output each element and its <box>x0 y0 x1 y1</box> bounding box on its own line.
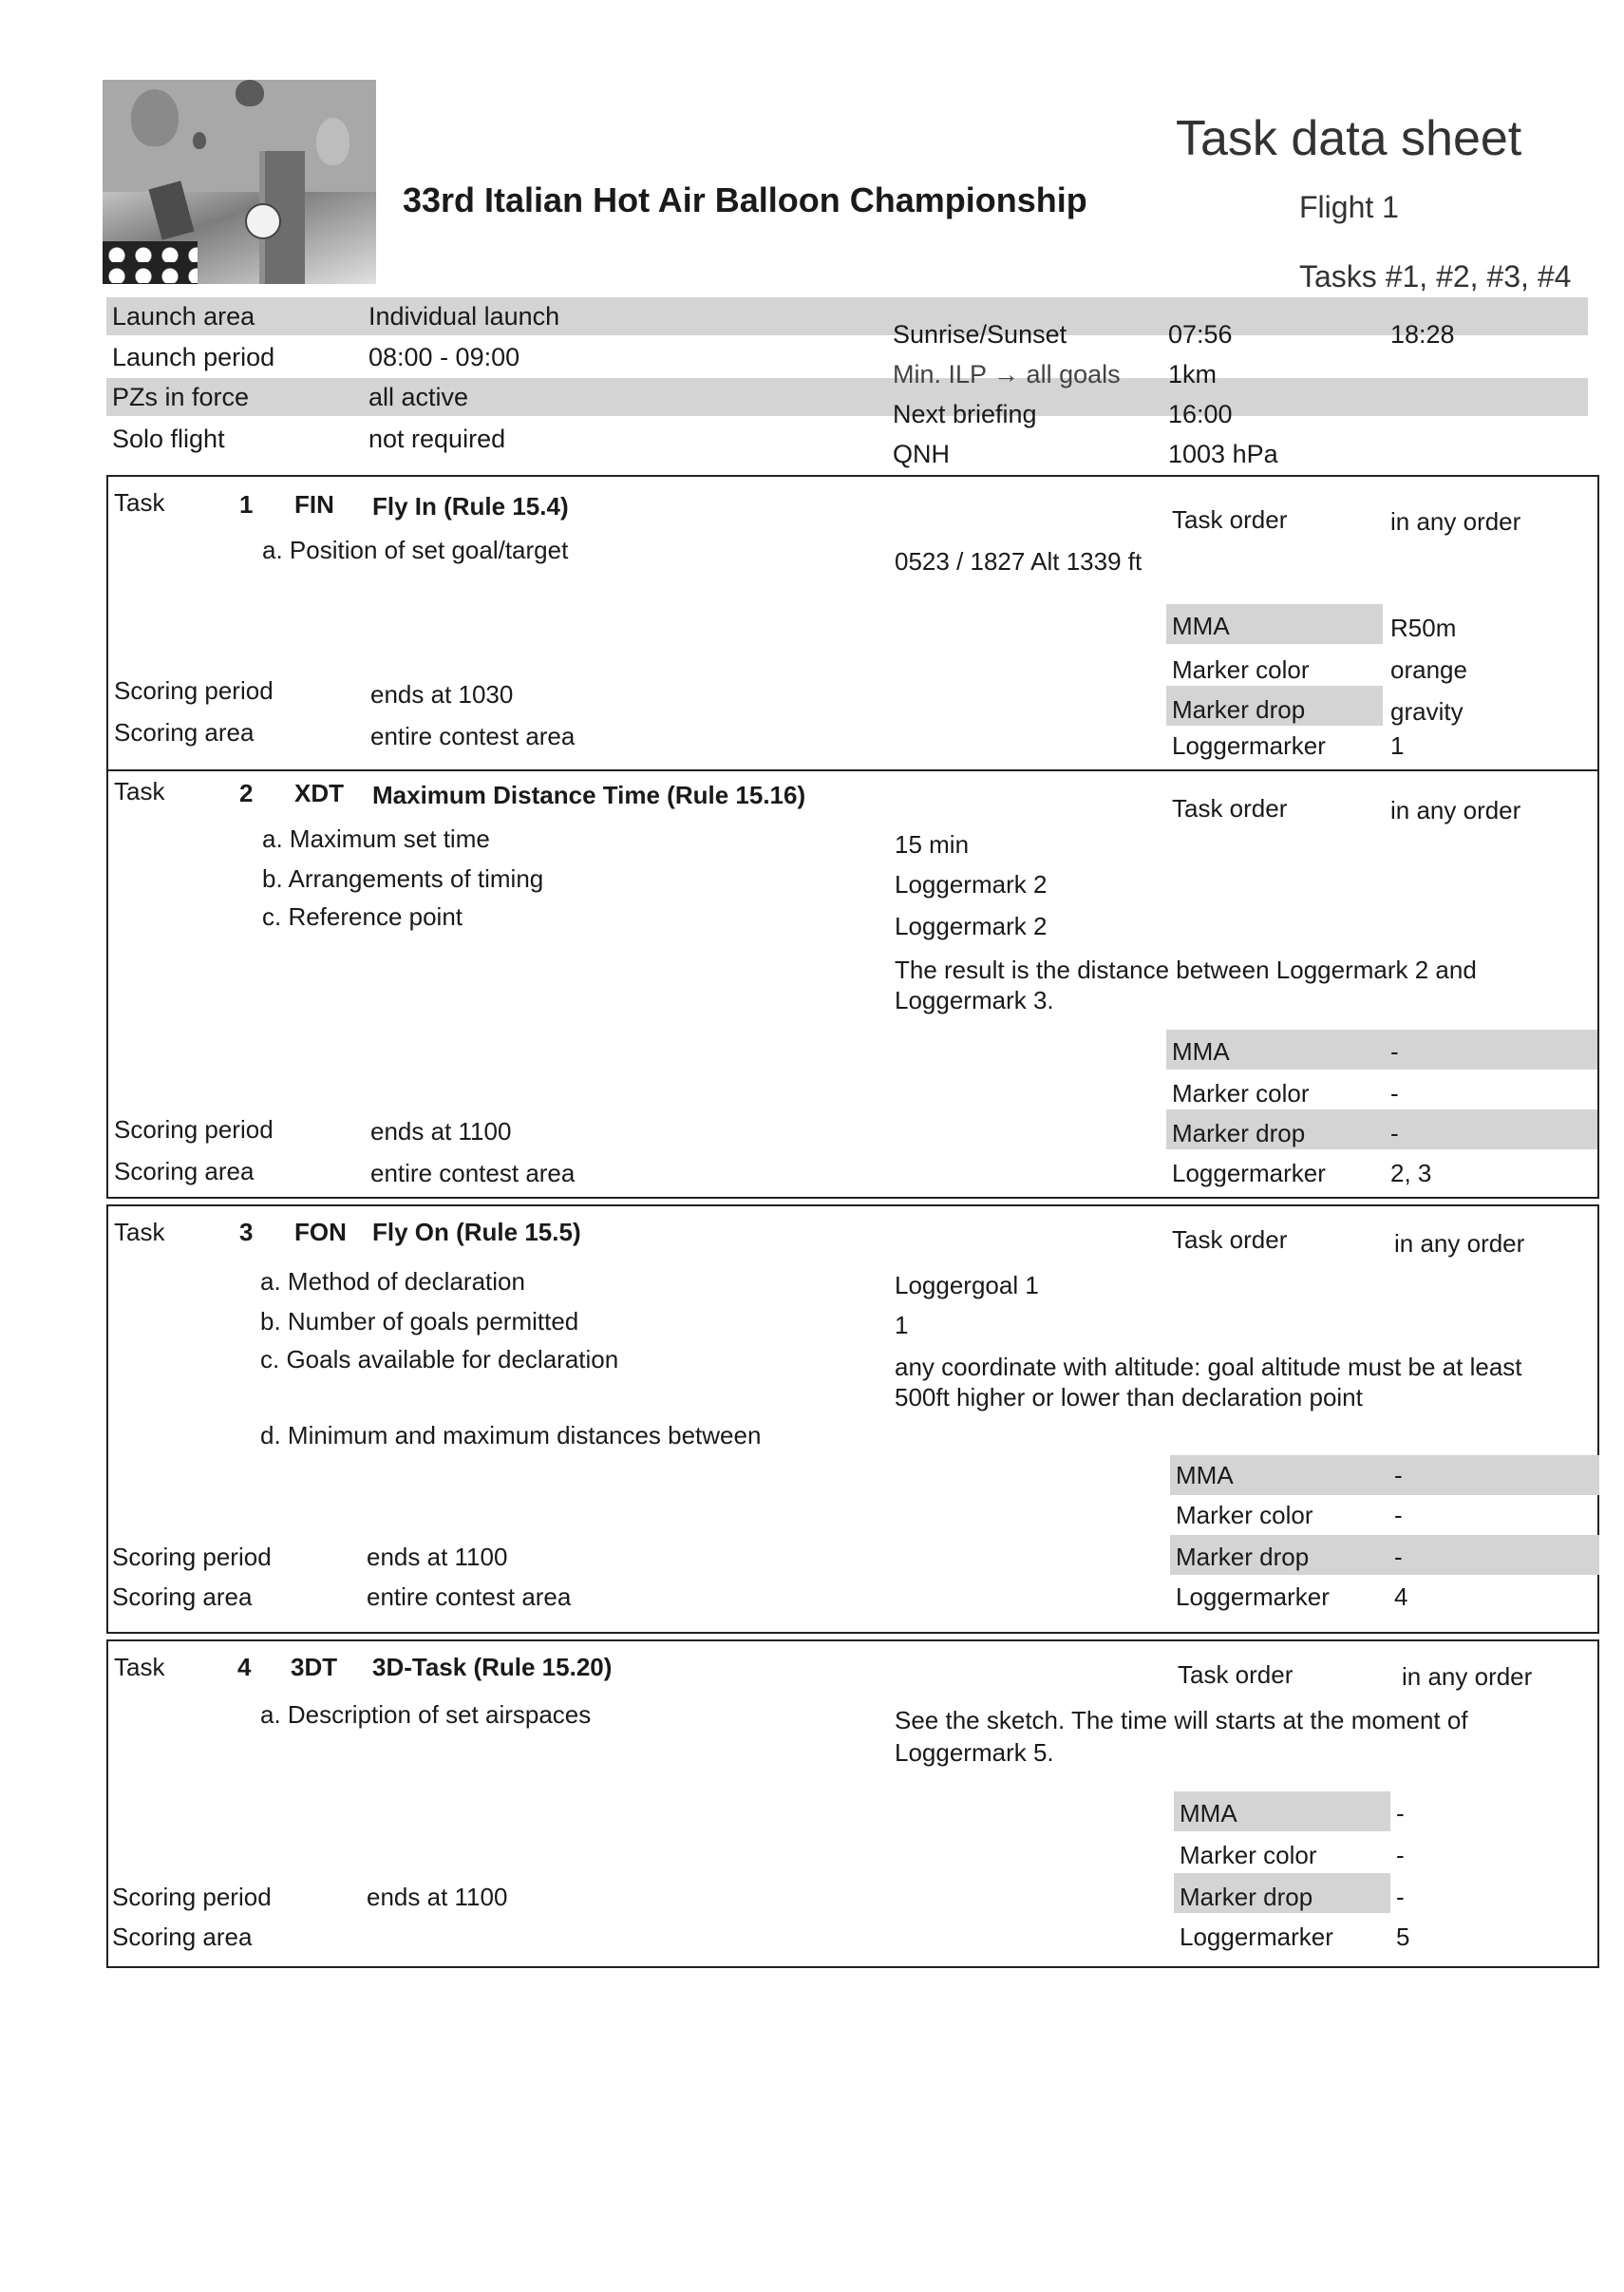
info-value: 08:00 - 09:00 <box>368 343 520 371</box>
task-item-label: a. Position of set goal/target <box>262 536 569 564</box>
task-item-value-cont: Loggermark 5. <box>895 1738 1054 1767</box>
task-item-value: Loggergoal 1 <box>895 1271 1039 1299</box>
info-label: Sunrise/Sunset <box>893 320 1067 349</box>
scoring-area-label: Scoring area <box>112 1923 253 1951</box>
info-value: 1km <box>1168 360 1218 388</box>
task-label: Task <box>114 1218 165 1246</box>
scoring-period-label: Scoring period <box>112 1883 272 1911</box>
task-name: Fly In (Rule 15.4) <box>372 492 569 521</box>
scoring-period-label: Scoring period <box>112 1543 272 1571</box>
marker-drop-value: - <box>1396 1883 1405 1911</box>
marker-drop-value: gravity <box>1390 697 1463 726</box>
loggermarker-label: Loggermarker <box>1176 1582 1330 1611</box>
task-order-label: Task order <box>1172 1225 1288 1254</box>
info-row-sunrise-sunset <box>893 315 1596 353</box>
mma-label: MMA <box>1172 612 1230 640</box>
sunrise-value: 07:56 <box>1168 320 1233 349</box>
task-card-2 <box>106 769 1599 1199</box>
info-label: PZs in force <box>112 383 250 411</box>
marker-color-label: Marker color <box>1172 1079 1310 1108</box>
info-row-launch-period <box>106 338 866 376</box>
marker-color-value: - <box>1394 1501 1403 1529</box>
scoring-period-label: Scoring period <box>114 676 274 705</box>
info-row-next-briefing <box>893 395 1596 433</box>
scoring-period-value: ends at 1100 <box>367 1543 508 1571</box>
scoring-area-label: Scoring area <box>114 1157 255 1185</box>
task-item-value-cont: 500ft higher or lower than declaration point <box>895 1383 1363 1411</box>
task-card-3 <box>106 1204 1599 1634</box>
loggermarker-value: 4 <box>1394 1582 1408 1611</box>
loggermarker-label: Loggermarker <box>1172 1159 1326 1187</box>
mma-label: MMA <box>1172 1037 1230 1066</box>
task-item-label: d. Minimum and maximum distances between <box>260 1421 762 1449</box>
task-label: Task <box>114 777 165 805</box>
info-label: Next briefing <box>893 400 1037 428</box>
task-order-value: in any order <box>1390 796 1521 824</box>
mma-value: - <box>1390 1037 1399 1066</box>
info-label: Min. ILP → all goals <box>893 360 1121 388</box>
marker-color-label: Marker color <box>1176 1501 1313 1529</box>
loggermarker-value: 2, 3 <box>1390 1159 1432 1187</box>
task-order-label: Task order <box>1178 1660 1294 1689</box>
info-value: all active <box>368 383 469 411</box>
tasks-list-label: Tasks #1, #2, #3, #4 <box>1299 259 1572 294</box>
task-name: Maximum Distance Time (Rule 15.16) <box>372 781 806 809</box>
task-item-label: b. Number of goals permitted <box>260 1307 579 1335</box>
marker-drop-label: Marker drop <box>1180 1883 1313 1911</box>
sunset-value: 18:28 <box>1390 320 1455 349</box>
task-number: 1 <box>239 490 254 519</box>
marker-color-label: Marker color <box>1172 655 1310 684</box>
scoring-area-value: entire contest area <box>367 1582 572 1611</box>
info-row-solo-flight <box>106 420 866 458</box>
scoring-period-label: Scoring period <box>114 1115 274 1144</box>
task-item-value: any coordinate with altitude: goal altitude must be at least <box>895 1353 1522 1381</box>
info-row-min-ilp <box>893 355 1596 393</box>
task-note-line: Loggermark 3. <box>895 986 1054 1014</box>
task-number: 2 <box>239 779 254 807</box>
loggermarker-value: 5 <box>1396 1923 1410 1951</box>
task-note-line: The result is the distance between Loggermark 2 and <box>895 956 1477 984</box>
task-card-1 <box>106 475 1599 771</box>
info-value: Individual launch <box>368 302 560 331</box>
scoring-area-value: entire contest area <box>370 1159 576 1187</box>
marker-drop-label: Marker drop <box>1172 1119 1306 1147</box>
marker-color-value: - <box>1396 1841 1405 1869</box>
task-name: 3D-Task (Rule 15.20) <box>372 1653 613 1681</box>
task-name: Fly On (Rule 15.5) <box>372 1218 581 1246</box>
mma-value: - <box>1396 1799 1405 1828</box>
task-label: Task <box>114 488 165 517</box>
mma-value: - <box>1394 1461 1403 1489</box>
loggermarker-label: Loggermarker <box>1180 1923 1333 1951</box>
info-value: not required <box>368 425 506 453</box>
scoring-area-value: entire contest area <box>370 722 576 750</box>
mma-shade <box>1166 1030 1597 1070</box>
marker-drop-label: Marker drop <box>1176 1543 1310 1571</box>
info-label: Solo flight <box>112 425 225 453</box>
mma-label: MMA <box>1176 1461 1234 1489</box>
marker-color-value: orange <box>1390 655 1467 684</box>
loggermarker-value: 1 <box>1390 731 1405 760</box>
task-code: FON <box>294 1218 347 1246</box>
mma-value: R50m <box>1390 614 1457 642</box>
task-item-value: 15 min <box>895 830 970 859</box>
task-item-value: See the sketch. The time will starts at the moment of <box>895 1706 1468 1734</box>
info-value: 1003 hPa <box>1168 440 1278 468</box>
task-order-label: Task order <box>1172 794 1288 823</box>
marker-color-label: Marker color <box>1180 1841 1317 1869</box>
marker-drop-value: - <box>1394 1543 1403 1571</box>
task-order-value: in any order <box>1390 507 1521 536</box>
info-row-qnh <box>893 435 1596 473</box>
scoring-period-value: ends at 1100 <box>367 1883 508 1911</box>
scoring-area-label: Scoring area <box>114 718 255 747</box>
task-code: XDT <box>294 779 344 807</box>
flight-label: Flight 1 <box>1299 190 1399 224</box>
mma-shade <box>1170 1455 1599 1495</box>
task-code: 3DT <box>291 1653 338 1681</box>
info-label: Launch period <box>112 343 275 371</box>
task-number: 3 <box>239 1218 254 1246</box>
event-title: 33rd Italian Hot Air Balloon Championship <box>403 180 1087 219</box>
scoring-period-value: ends at 1100 <box>370 1117 512 1146</box>
championship-logo-image <box>103 80 376 284</box>
info-label: QNH <box>893 440 950 468</box>
task-label: Task <box>114 1653 165 1681</box>
marker-drop-label: Marker drop <box>1172 695 1306 724</box>
info-label: Launch area <box>112 302 255 331</box>
marker-color-value: - <box>1390 1079 1399 1108</box>
task-code: FIN <box>294 490 334 519</box>
task-item-label: c. Goals available for declaration <box>260 1345 619 1373</box>
task-number: 4 <box>237 1653 252 1681</box>
task-item-label: a. Description of set airspaces <box>260 1700 592 1729</box>
task-item-value: 0523 / 1827 Alt 1339 ft <box>895 547 1142 576</box>
task-order-label: Task order <box>1172 505 1288 534</box>
mma-label: MMA <box>1180 1799 1237 1828</box>
marker-drop-value: - <box>1390 1119 1399 1147</box>
scoring-period-value: ends at 1030 <box>370 680 514 709</box>
task-order-value: in any order <box>1394 1229 1525 1258</box>
sheet-title: Task data sheet <box>1176 111 1522 166</box>
task-card-4 <box>106 1639 1599 1968</box>
task-item-label: a. Maximum set time <box>262 824 490 853</box>
task-order-value: in any order <box>1402 1662 1533 1691</box>
task-item-label: c. Reference point <box>262 902 463 931</box>
loggermarker-label: Loggermarker <box>1172 731 1326 760</box>
task-item-value: Loggermark 2 <box>895 870 1048 899</box>
task-item-label: a. Method of declaration <box>260 1267 525 1296</box>
info-value: 16:00 <box>1168 400 1233 428</box>
task-item-value: 1 <box>895 1311 909 1339</box>
scoring-area-label: Scoring area <box>112 1582 253 1611</box>
task-item-value: Loggermark 2 <box>895 912 1048 940</box>
task-item-label: b. Arrangements of timing <box>262 864 544 893</box>
